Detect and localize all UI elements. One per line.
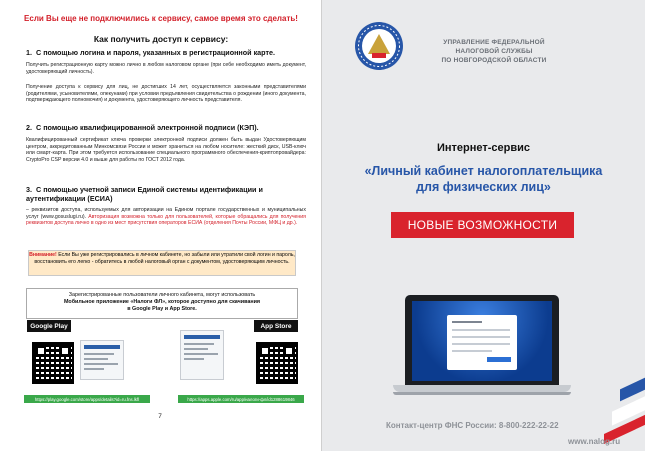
app-screenshot-header — [84, 345, 120, 349]
app-screenshot-line — [184, 353, 218, 355]
app-screenshot-line — [184, 343, 214, 345]
new-features-banner: НОВЫЕ ВОЗМОЖНОСТИ — [391, 212, 574, 238]
google-play-qr-code — [32, 342, 74, 384]
section-3-para-text: – реквизитов доступа, используемых для авторизации на Едином портале государственных и муниципальных услуг (www.gosuslugi.ru). — [26, 207, 306, 220]
google-play-badge[interactable]: Google Play — [27, 320, 71, 332]
section-2-heading-text: С помощью квалифицированной электронной подписи (КЭП). — [36, 123, 259, 132]
section-1-para-2: Получение доступа к сервису для лиц, не достигших 14 лет, осуществляется законными представителями (родителями, усыновителями, опекунами) при условии предъявления свидетельства о рождении (иного документа, подтверждающего полномочия) и документа, удостоверяющего личность представителя. — [26, 84, 306, 104]
department-line-2: НАЛОГОВОЙ СЛУЖБЫ — [455, 48, 533, 55]
section-2-para: Квалифицированный сертификат ключа проверки электронной подписи должен быть выдан Удостоверяющим центром, аккредитованным Минкомсвязи России и может храниться на любом носителе: жесткий диск, USB-ключ или смарт-карта. При этом требуется использование специального программного обеспечения-криптопровайдера: CryptoPro CSP версии 4.0 и выше для работы по ГОСТ 2012 года. — [26, 137, 306, 164]
fns-emblem-icon — [354, 20, 404, 72]
mobile-app-box — [26, 288, 298, 319]
app-screenshot-line — [84, 358, 108, 360]
section-2-heading — [26, 123, 306, 132]
section-2-number: 2. — [26, 123, 32, 132]
warning-label: Внимание! — [29, 252, 57, 258]
section-1-para-1: Получить регистрационную карту можно лично в любом налоговом органе (при себе необходимо иметь документ, удостоверяющий личность). — [26, 62, 306, 75]
section-1-heading-text: С помощью логина и пароля, указанных в регистрационной карте. — [36, 48, 275, 57]
service-name — [322, 163, 645, 195]
contact-center: Контакт-центр ФНС России: 8-800-222-22-22 — [386, 421, 559, 430]
mobile-line-1: Зарегистрированные пользователи личного кабинета, могут использовать — [68, 292, 256, 298]
service-name-line-1: «Личный кабинет налогоплательщика — [364, 164, 603, 178]
mobile-line-3: в Google Play и App Store. — [127, 306, 197, 312]
department-name — [418, 38, 570, 65]
laptop-base-edge — [393, 392, 571, 395]
how-to-access-title: Как получить доступ к сервису: — [93, 34, 229, 44]
left-page — [0, 0, 322, 451]
laptop-base — [393, 385, 571, 392]
section-3-heading-text: С помощью учетной записи Единой системы идентификации и аутентификации (ЕСИА) — [26, 185, 263, 203]
warning-box — [28, 250, 296, 276]
login-card-line — [452, 329, 510, 331]
app-screenshot-line — [184, 348, 208, 350]
app-screenshot-left — [80, 340, 124, 380]
login-card-line — [452, 336, 510, 338]
mobile-line-2: Мобильное приложение «Налоги ФЛ», которое доступно для скачивания — [63, 299, 261, 305]
section-3-number: 3. — [26, 185, 32, 194]
login-card-line — [452, 350, 492, 352]
warning-text: Если Вы уже регистрировались в личном кабинете, но забыли или утратили свой логин и пароль, восстановить его легко - обратитесь в любой налоговый орган с документом, удостоверяющим личность. — [34, 252, 295, 265]
page-number: 7 — [158, 413, 162, 420]
service-type: Интернет-сервис — [436, 142, 531, 154]
login-card-line — [452, 343, 510, 345]
google-play-link[interactable]: https://play.google.com/store/apps/details?id=ru.fns.lkfl — [24, 395, 150, 403]
login-card-line — [452, 321, 482, 323]
department-line-3: ПО НОВГОРОДСКОЙ ОБЛАСТИ — [441, 57, 547, 64]
section-1-heading — [26, 48, 306, 57]
app-screenshot-right — [180, 330, 224, 380]
app-screenshot-line — [184, 358, 204, 360]
section-3-para-red: Авторизация возможна только для пользователей, которые обращались для получения реквизитов доступа лично в одно из мест присутствия операторов ЕСИА (отделения Почты России, МФЦ и др.). — [26, 213, 306, 227]
laptop-display — [412, 301, 552, 381]
promo-heading: Если Вы еще не подключились к сервису, самое время это сделать! — [24, 14, 298, 23]
login-card-button — [487, 357, 511, 362]
app-screenshot-line — [84, 353, 114, 355]
app-screenshot-line — [84, 368, 104, 370]
app-screenshot-line — [84, 363, 118, 365]
section-3-heading — [26, 185, 306, 203]
website-link[interactable]: www.nalog.ru — [568, 437, 621, 446]
login-form-illustration — [447, 315, 517, 370]
service-name-line-2: для физических лиц» — [416, 180, 551, 194]
laptop-illustration — [405, 295, 559, 385]
app-screenshot-header — [184, 335, 220, 339]
app-store-link[interactable]: https://apps.apple.com/ru/app/налоги-фл/id1288619846 — [178, 395, 304, 403]
section-3-para — [26, 207, 306, 227]
app-store-qr-code — [256, 342, 298, 384]
section-1-number: 1. — [26, 48, 32, 57]
app-store-badge[interactable]: App Store — [254, 320, 298, 332]
department-line-1: УПРАВЛЕНИЕ ФЕДЕРАЛЬНОЙ — [443, 39, 545, 46]
